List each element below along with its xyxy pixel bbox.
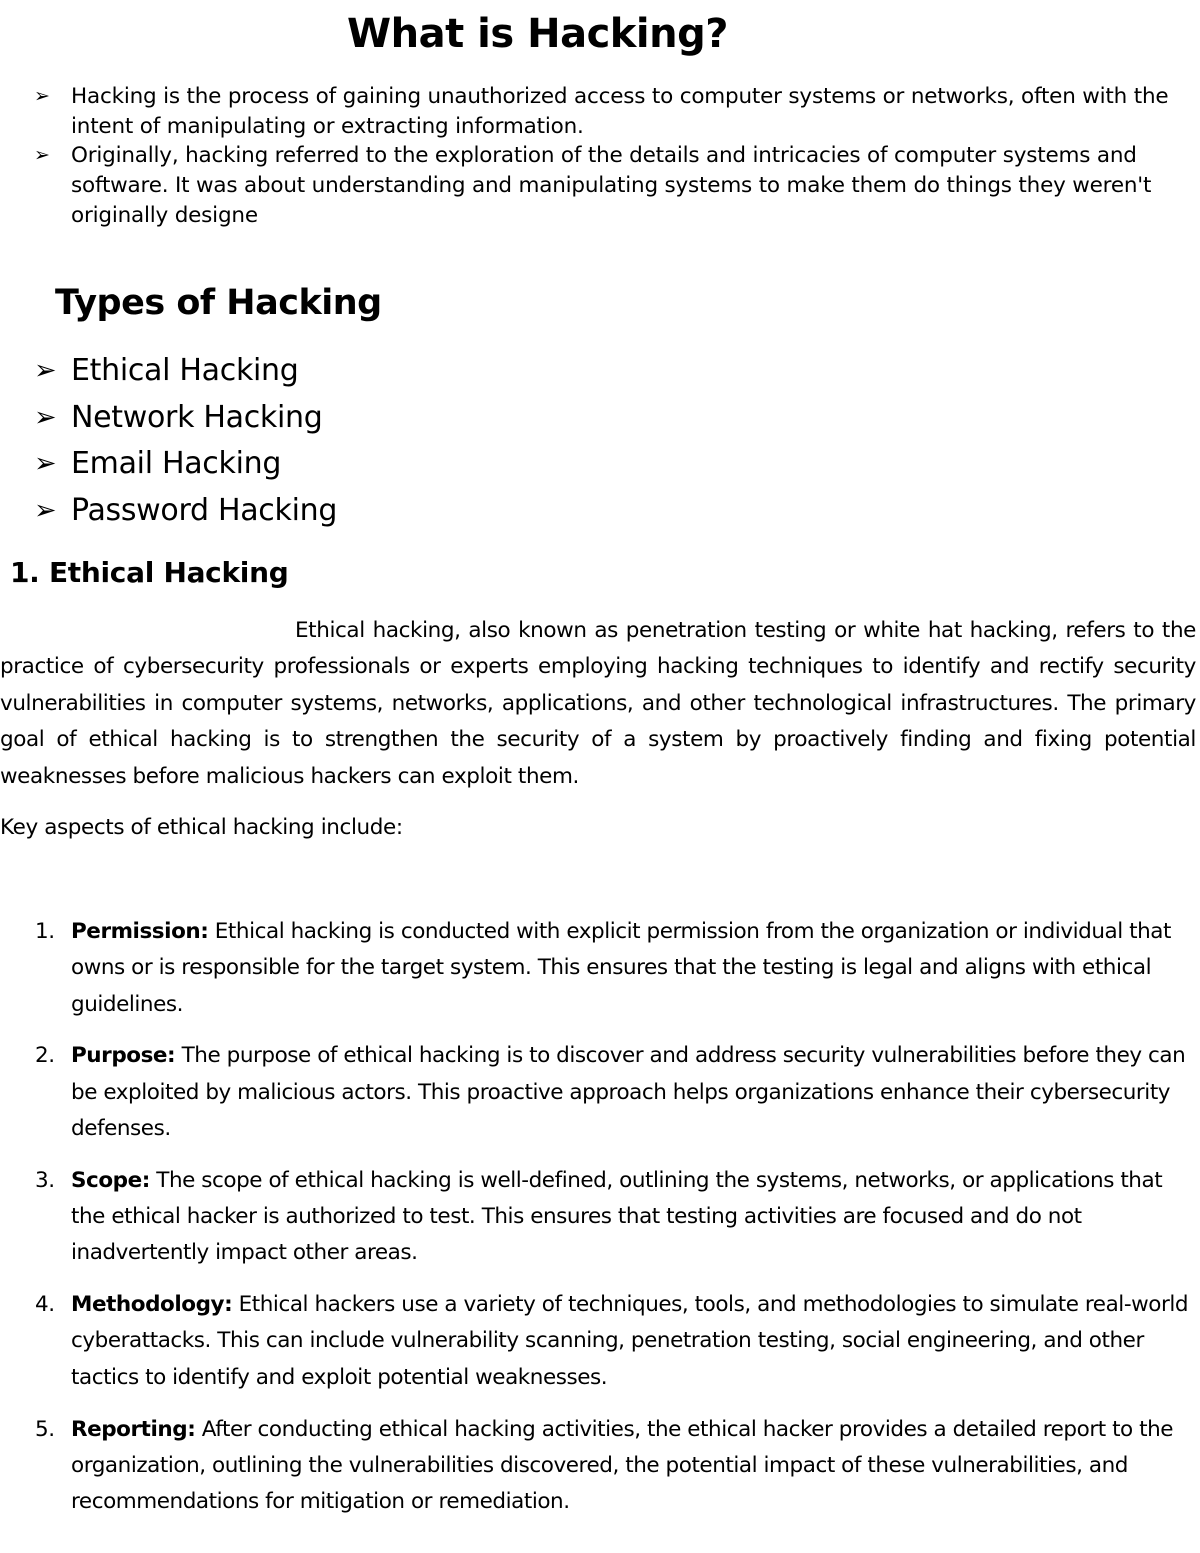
arrow-bullet-icon: ➢ (34, 401, 57, 433)
aspect-number: 4. (35, 1292, 55, 1318)
key-aspects-intro: Key aspects of ethical hacking include: (0, 815, 403, 840)
aspect-item (0, 1163, 1196, 1272)
intro-bullet-item (0, 82, 1200, 141)
intro-bullet-text: Hacking is the process of gaining unauthorized access to computer systems or networks, often with the intent of manipulating or extracting information. (71, 84, 1169, 139)
types-heading: Types of Hacking (55, 283, 382, 323)
aspect-number: 5. (35, 1416, 55, 1442)
hacking-type-label: Email Hacking (71, 446, 282, 482)
aspect-text: Ethical hackers use a variety of techniques, tools, and methodologies to simulate real-world cyberattacks. This can include vulnerability scanning, penetration testing, social engineering, and other tactics to identify and exploit potential weaknesses. (71, 1292, 1189, 1390)
key-aspects-list (0, 914, 1196, 1536)
aspect-term: Purpose: (71, 1043, 176, 1069)
intro-bullet-item (0, 141, 1200, 230)
aspect-term: Scope: (71, 1167, 150, 1193)
aspect-text: Ethical hacking is conducted with explicit permission from the organization or individual that owns or is responsible for the target system. This ensures that the testing is legal and aligns with ethical guidelines. (71, 919, 1171, 1017)
hacking-type-item (0, 348, 800, 395)
section-paragraph: Ethical hacking, also known as penetration testing or white hat hacking, refers to the practice of cybersecurity professionals or experts employing hacking techniques to identify and rectify security vulnerabilities in computer systems, networks, applications, and other technological infrastructures. The primary goal of ethical hacking is to strengthen the security of a system by proactively finding and fixing potential weaknesses before malicious hackers can exploit them. (0, 618, 1196, 789)
aspect-text: After conducting ethical hacking activities, the ethical hacker provides a detailed report to the organization, outlining the vulnerabilities discovered, the potential impact of these vulnerabilities, and recommendations for mitigation or remediation. (71, 1416, 1174, 1515)
arrow-bullet-icon: ➢ (34, 355, 57, 386)
hacking-type-item (0, 441, 800, 488)
aspect-term: Reporting: (71, 1416, 196, 1442)
aspect-term: Methodology: (71, 1292, 233, 1318)
aspect-text: The scope of ethical hacking is well-defined, outlining the systems, networks, or applications that the ethical hacker is authorized to test. This ensures that testing activities are focused and do not inadvertently impact other areas. (71, 1167, 1163, 1266)
intro-bullet-list (0, 82, 1200, 231)
arrow-bullet-icon: ➢ (34, 85, 50, 107)
arrow-bullet-icon: ➢ (34, 494, 57, 526)
aspect-item (0, 914, 1196, 1023)
aspect-item (0, 1287, 1196, 1396)
hacking-type-label: Password Hacking (71, 492, 338, 528)
hacking-type-label: Network Hacking (71, 399, 323, 435)
page-title: What is Hacking? (347, 11, 728, 57)
aspect-number: 3. (35, 1167, 55, 1193)
hacking-type-label: Ethical Hacking (71, 353, 299, 388)
aspect-number: 2. (35, 1043, 55, 1069)
aspect-item (0, 1412, 1196, 1521)
intro-bullet-text: Originally, hacking referred to the exploration of the details and intricacies of computer systems and software. It was about understanding and manipulating systems to make them do things they weren't originally designe (71, 143, 1152, 228)
aspect-term: Permission: (71, 919, 209, 944)
hacking-types-list (0, 348, 800, 534)
aspect-text: The purpose of ethical hacking is to discover and address security vulnerabilities before they can be exploited by malicious actors. This proactive approach helps organizations enhance their cybersecurity defenses. (71, 1043, 1186, 1141)
hacking-type-item (0, 395, 800, 442)
arrow-bullet-icon: ➢ (34, 144, 50, 167)
hacking-type-item (0, 488, 800, 535)
aspect-item (0, 1038, 1196, 1147)
aspect-number: 1. (35, 919, 55, 944)
section-heading: 1. Ethical Hacking (10, 556, 289, 589)
arrow-bullet-icon: ➢ (34, 448, 57, 480)
